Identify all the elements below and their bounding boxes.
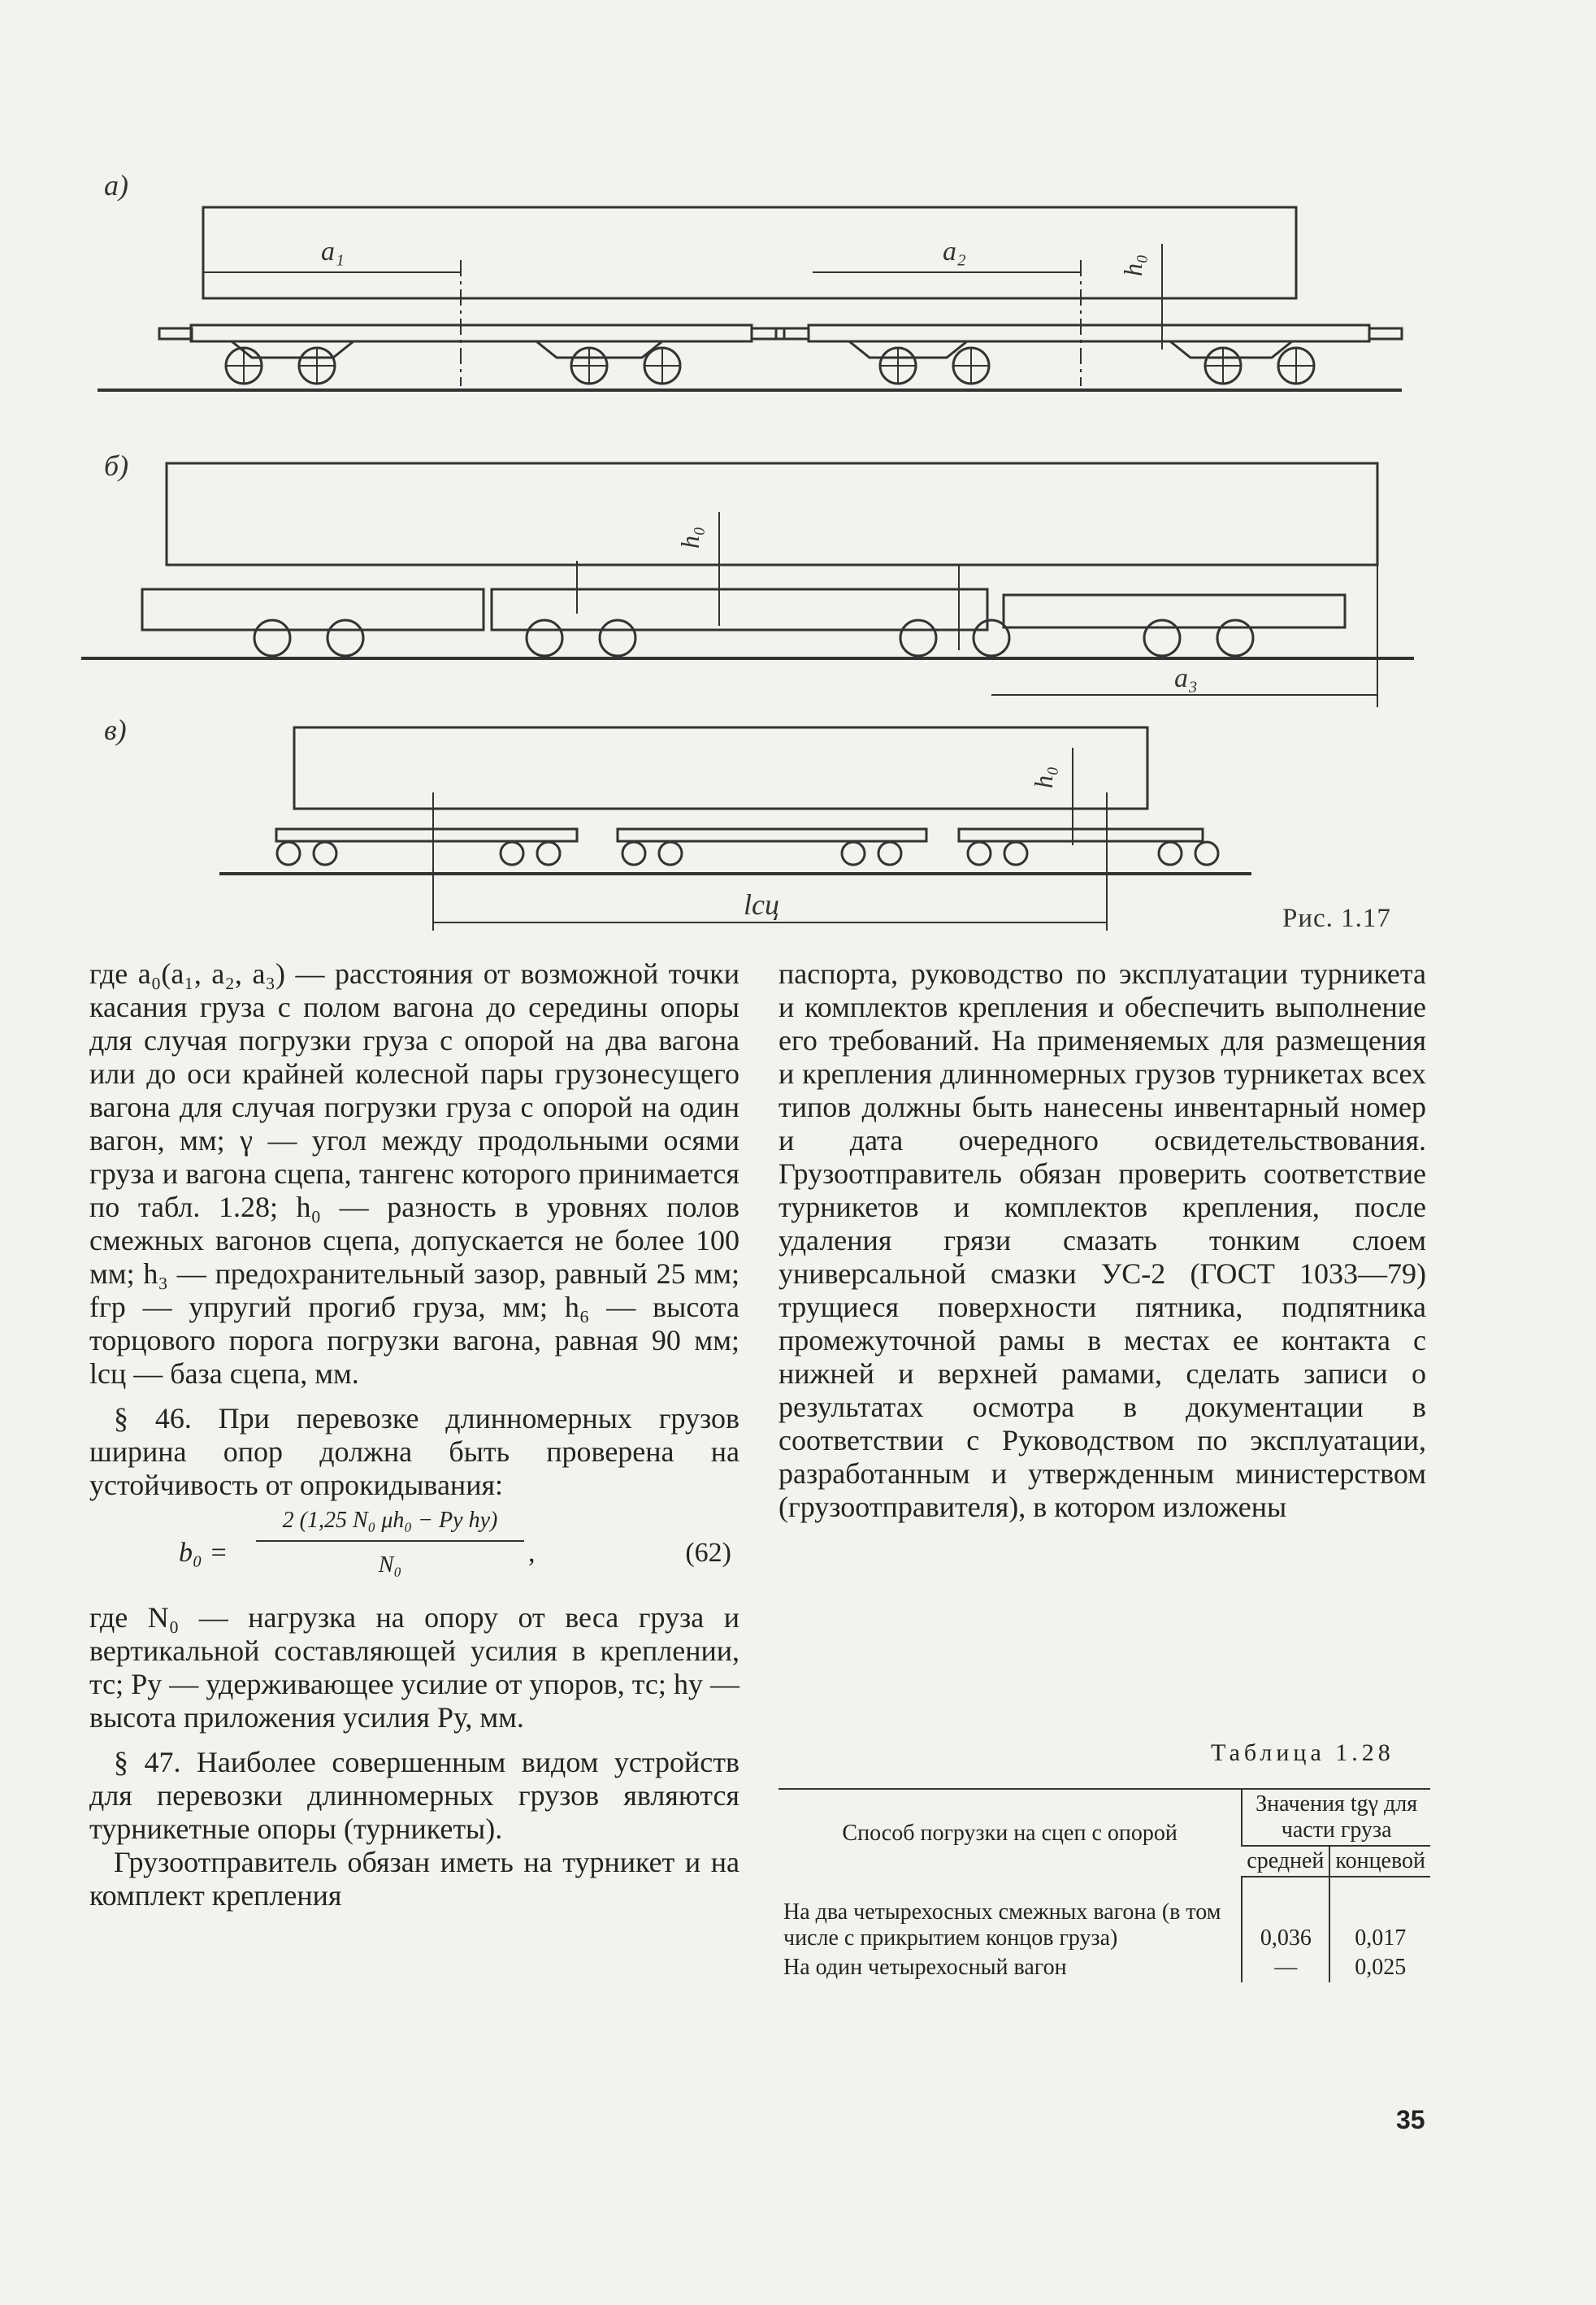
figure-caption: Рис. 1.17 [1282,904,1391,933]
load-rect-b [167,463,1377,565]
wheels-a [226,348,1314,384]
wagon-frame-c3 [959,829,1203,841]
shipper-paragraph-start: Грузоотправитель обязан иметь на турникет и на комплект крепления [89,1846,739,1912]
wagon-frame-a1 [191,325,752,341]
load-rect-a [203,207,1296,298]
table-head-middle: средней [1242,1846,1329,1877]
table-row [778,1877,1430,1953]
section-46-paragraph: § 46. При перевозке длинномерных грузов ширина опор должна быть проверена на устойчивость от опрокидывания: [89,1402,739,1501]
left-column [89,957,739,1912]
row-method: На два четырехосных смежных вагона (в том числе с прикрытием концов груза) [783,1899,1221,1951]
formula-numerator: 2 (1,25 N₀ μh₀ − Pу hу) [282,1508,498,1533]
label-h0-b: h₀ [675,526,705,549]
row-mid-value: — [1242,1953,1329,1982]
formula-lhs: b₀ = [179,1538,228,1568]
table-row [778,1953,1430,1982]
equation-number: (62) [685,1538,731,1568]
row-end-value: 0,025 [1329,1953,1430,1982]
label-c: в) [104,714,127,746]
row-end-value: 0,017 [1329,1877,1430,1953]
formula-definitions-paragraph: где N₀ — нагрузка на опору от веса груза и вертикальной составляющей усилия в креплении, тс; Pу — удерживающее усилие от упоров, тс; hу — высота приложения усилия Pу, мм. [89,1601,739,1734]
shipper-paragraph-continued: паспорта, руководство по эксплуатации турникета и комплектов крепления и обеспечить выполнение его требований. На применяемых для размещения и крепления длинномерных грузов турникетах всех типов должны быть нанесены инвентарный номер и дата очередного освидетельствования. Грузоотправитель обязан проверить соответствие турникетов и комплектов крепления, после удаления грязи смазать тонким слоем универсальной смазки УС-2 (ГОСТ 1033—79) трущиеся поверхности пятника, подпятника промежуточной рамы в местах ее контакта с нижней и верхней рамами, сделать записи о результатах осмотра в документации в соответствии с Руководством по эксплуатации, разработанным и утвержденным министерством (грузоотправителя), в котором изложены [778,957,1426,1523]
table-head-end: концевой [1329,1846,1430,1877]
label-a2: a₂ [943,237,966,267]
wagon-frame-b1 [142,589,484,630]
page-number: 35 [1396,2105,1425,2134]
table-head-method: Способ погрузки на сцеп с опорой [778,1789,1242,1877]
wagon-frame-a2 [809,325,1369,341]
fraction-bar [256,1540,524,1542]
figure-wagon-diagrams [81,154,1446,959]
table-head-values: Значения tgγ для части груза [1242,1789,1430,1846]
wheels-c [277,842,1218,865]
wagon-frame-b3 [1004,595,1345,627]
right-column [778,957,1426,1524]
wheels-b [254,620,1253,656]
label-h0-a: h₀ [1118,254,1147,276]
label-b: б) [104,449,129,482]
formula-62 [89,1504,739,1600]
label-a: а) [104,169,128,202]
table-1-28 [778,1788,1430,1982]
wagon-frame-c1 [276,829,577,841]
table-title: Таблица 1.28 [1211,1739,1394,1766]
definitions-paragraph: где a₀(a₁, a₂, a₃) — расстояния от возможной точки касания груза с полом вагона до середины опоры для случая погрузки груза с опорой на два вагона или до оси крайней колесной пары грузонесущего вагона для случая погрузки груза с опорой на один вагон, мм; γ — угол между продольными осями груза и вагона сцепа, тангенс которого принимается по табл. 1.28; h₀ — разность в уровнях полов смежных вагонов сцепа, допускается не более 100 мм; h₃ — предохранительный зазор, равный 25 мм; fгр — упругий прогиб груза, мм; h₆ — высота торцового порога погрузки вагона, равная 90 мм; lсц — база сцепа, мм. [89,957,739,1390]
label-h0-c: h₀ [1029,766,1058,788]
label-a1: a₁ [321,237,345,267]
label-a3: a₃ [1174,663,1198,693]
row-method: На один четырехосный вагон [783,1955,1067,1980]
wagon-frame-b2 [492,589,987,630]
wagon-frame-c2 [618,829,926,841]
section-47-paragraph: § 47. Наиболее совершенным видом устройств для перевозки длинномерных грузов являются турникетные опоры (турникеты). [89,1746,739,1845]
label-lsc: lсц [744,888,779,921]
row-mid-value: 0,036 [1242,1877,1329,1953]
formula-comma: , [528,1538,536,1568]
formula-denominator: N₀ [378,1552,402,1578]
load-rect-c [294,727,1147,809]
